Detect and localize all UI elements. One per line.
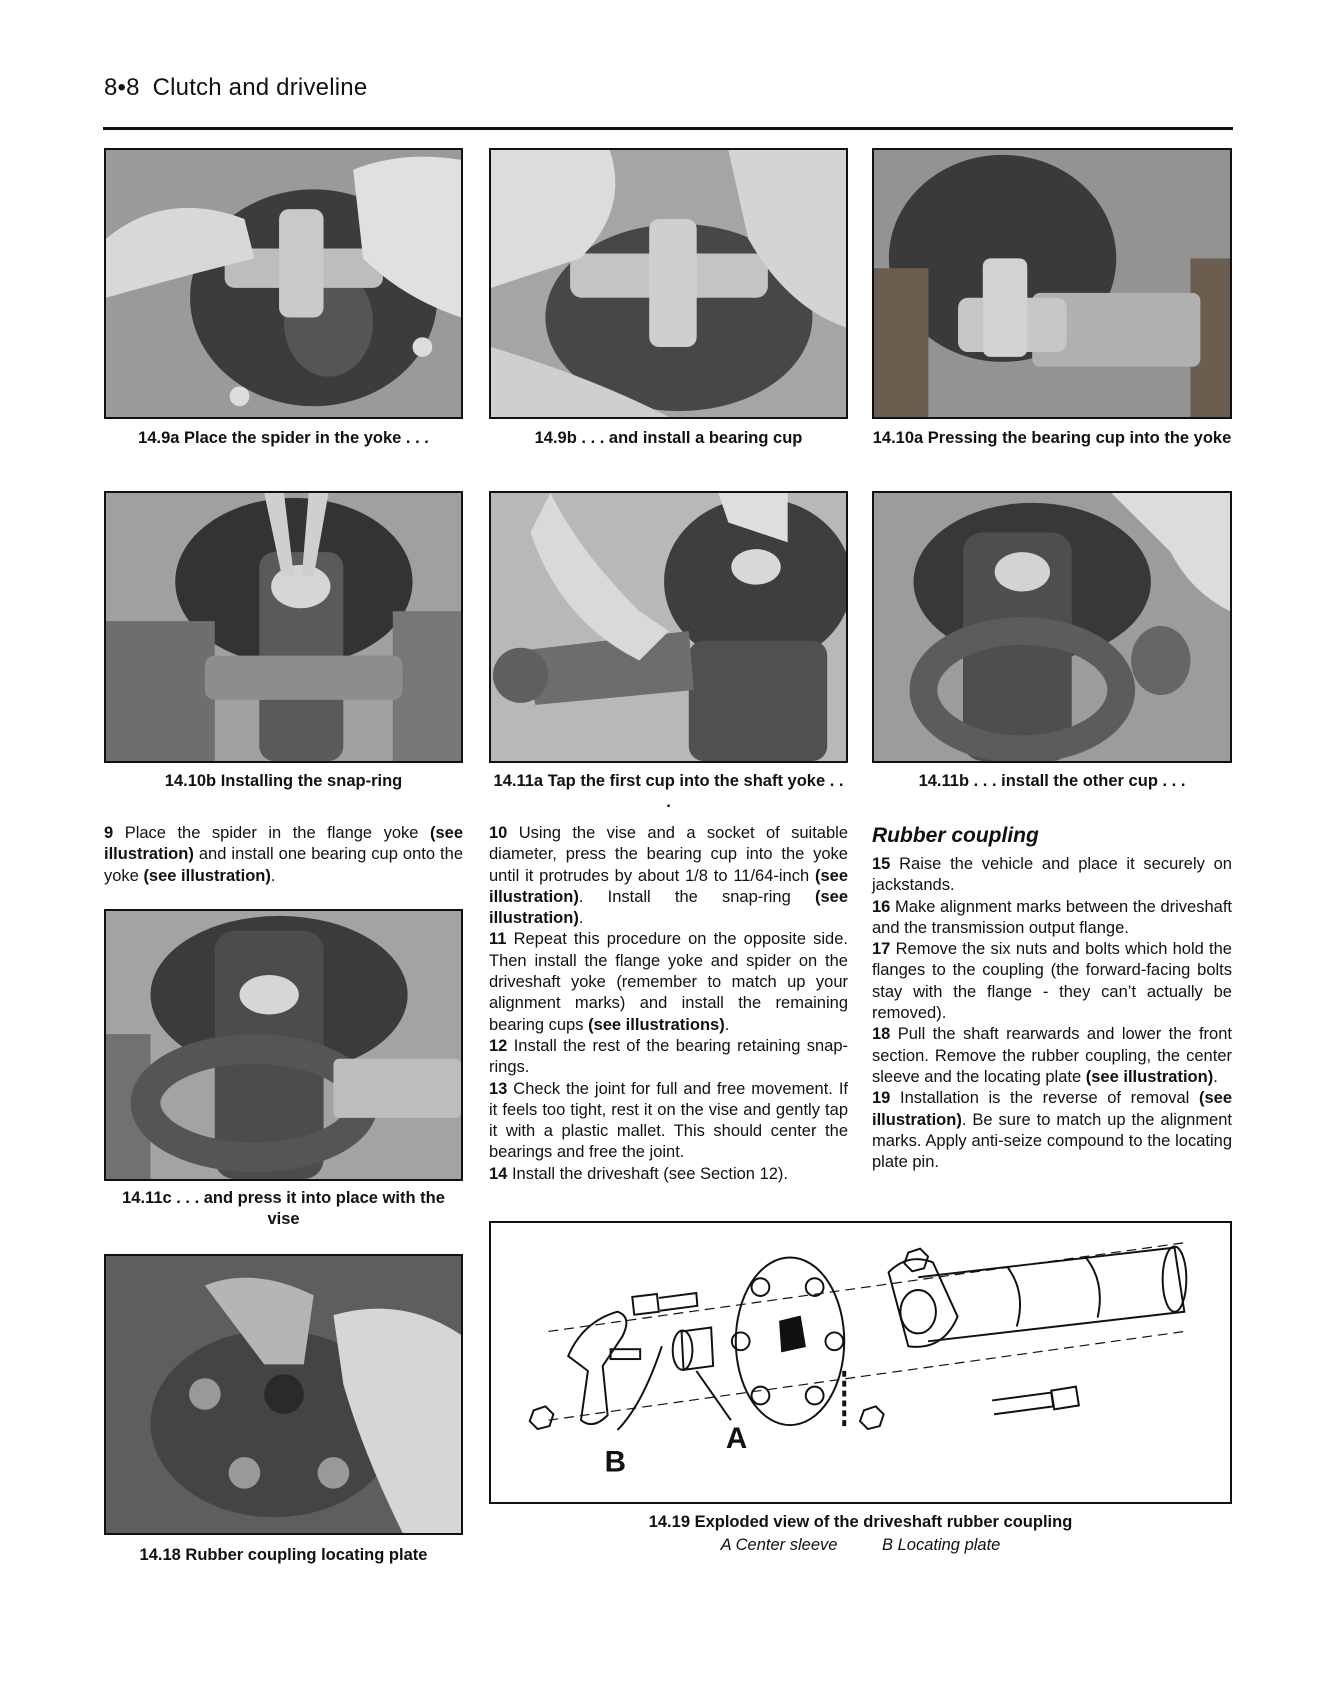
chapter-title: Clutch and driveline	[152, 74, 368, 101]
diagram-14-19	[489, 1221, 1232, 1504]
step-12: 12 Install the rest of the bearing retaining snap-rings.	[489, 1036, 848, 1077]
step-14: 14 Install the driveshaft (see Section 12).	[489, 1164, 789, 1183]
legend-item-b: B Locating plate	[882, 1536, 1001, 1554]
step-9: 9 Place the spider in the flange yoke (see illustration) and install one bearing cup onto the yoke (see illustration).	[104, 824, 463, 885]
text-column-3	[872, 854, 1232, 1173]
caption-14-11a: 14.11a Tap the first cup into the shaft yoke . . .	[493, 772, 844, 811]
caption-14-19: 14.19 Exploded view of the driveshaft rubber coupling	[648, 1513, 1073, 1531]
page-number: 8•8	[104, 74, 140, 101]
header-rule	[103, 127, 1233, 130]
photo-14-11a	[489, 491, 848, 763]
photo-14-9a	[104, 148, 463, 419]
step-10: 10 Using the vise and a socket of suitable diameter, press the bearing cup into the yoke until it protrudes by about 1/8 to 11/64-inch (see illustration). Install the snap-ring (see illustration).	[489, 824, 848, 928]
diagram-legend	[489, 1536, 1232, 1555]
step-16: 16 Make alignment marks between the driveshaft and the transmission output flange.	[872, 897, 1232, 937]
photo-14-11c	[104, 909, 463, 1181]
page-header	[104, 74, 367, 102]
text-column-2	[489, 823, 848, 1185]
step-17: 17 Remove the six nuts and bolts which hold the flanges to the coupling (the forward-facing bolts stay with the flange - they can’t actually be removed).	[872, 940, 1232, 1023]
caption-14-10b: 14.10b Installing the snap-ring	[164, 772, 403, 790]
photo-14-11b	[872, 491, 1232, 763]
text-column-1	[104, 823, 463, 887]
step-11: 11 Repeat this procedure on the opposite side. Then install the flange yoke and spider on the driveshaft yoke (remember to match up your alignment marks) and install the remaining bearing cups (see illustrations).	[489, 930, 848, 1034]
exploded-view-drawing	[491, 1223, 1230, 1502]
caption-14-9a: 14.9a Place the spider in the yoke . . .	[138, 429, 429, 447]
photo-14-18	[104, 1254, 463, 1535]
diagram-label-a: A	[725, 1421, 748, 1455]
step-19: 19 Installation is the reverse of removal (see illustration). Be sure to match up the alignment marks. Apply anti-seize compound to the locating plate pin.	[872, 1089, 1232, 1172]
step-18: 18 Pull the shaft rearwards and lower the front section. Remove the rubber coupling, the center sleeve and the locating plate (see illustration).	[872, 1025, 1232, 1086]
diagram-label-b: B	[604, 1445, 627, 1479]
step-13: 13 Check the joint for full and free movement. If it feels too tight, rest it on the vise and gently tap it with a plastic mallet. This should center the bearings and free the joint.	[489, 1079, 848, 1162]
caption-14-10a: 14.10a Pressing the bearing cup into the yoke	[872, 429, 1232, 447]
step-15: 15 Raise the vehicle and place it securely on jackstands.	[872, 855, 1232, 895]
photo-14-9b	[489, 148, 848, 419]
caption-14-9b: 14.9b . . . and install a bearing cup	[534, 429, 803, 447]
caption-14-18: 14.18 Rubber coupling locating plate	[139, 1546, 428, 1564]
legend-item-a: A Center sleeve	[720, 1536, 838, 1554]
caption-14-11c: 14.11c . . . and press it into place with the vise	[122, 1189, 445, 1228]
photo-14-10b	[104, 491, 463, 763]
photo-14-10a	[872, 148, 1232, 419]
section-heading-rubber-coupling: Rubber coupling	[872, 824, 1039, 847]
caption-14-11b: 14.11b . . . install the other cup . . .	[918, 772, 1186, 790]
